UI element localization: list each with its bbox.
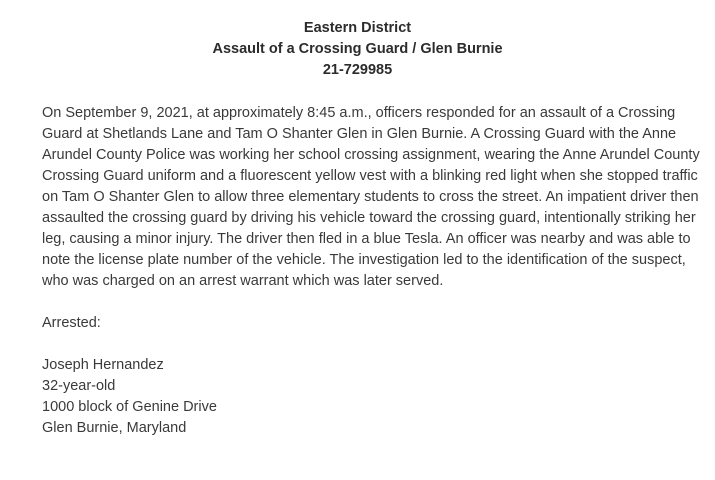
arrestee-age: 32-year-old	[42, 378, 116, 394]
arrested-label: Arrested:	[42, 315, 101, 331]
incident-narrative: On September 9, 2021, at approximately 8:45 a.m., officers responded for an assault of a Crossing Guard at Shetlands Lane and Tam O Shanter Glen in Glen Burnie. A Crossing Guard with the Anne Arundel County Police was working her school crossing assignment, wearing the Anne Arundel County Crossing Guard uniform and a fluorescent yellow vest with a blinking red light when she stopped traffic on Tam O Shanter Glen to allow three elementary students to cross the street. An impatient driver then assaulted the crossing guard by driving his vehicle toward the crossing guard, intentionally striking her leg, causing a minor injury. The driver then fled in a blue Tesla. An officer was nearby and was able to note the license plate number of the vehicle. The investigation led to the identification of the suspect, who was charged on an arrest warrant which was later served.	[42, 105, 700, 289]
release-header	[24, 18, 691, 81]
arrestee-city: Glen Burnie, Maryland	[42, 420, 187, 436]
incident-title: Assault of a Crossing Guard / Glen Burnie	[212, 41, 503, 57]
district-heading: Eastern District	[303, 20, 412, 36]
release-body	[42, 103, 702, 439]
case-number: 21-729985	[322, 62, 393, 78]
arrestee-address: 1000 block of Genine Drive	[42, 399, 217, 415]
arrestee-name: Joseph Hernandez	[42, 357, 164, 373]
